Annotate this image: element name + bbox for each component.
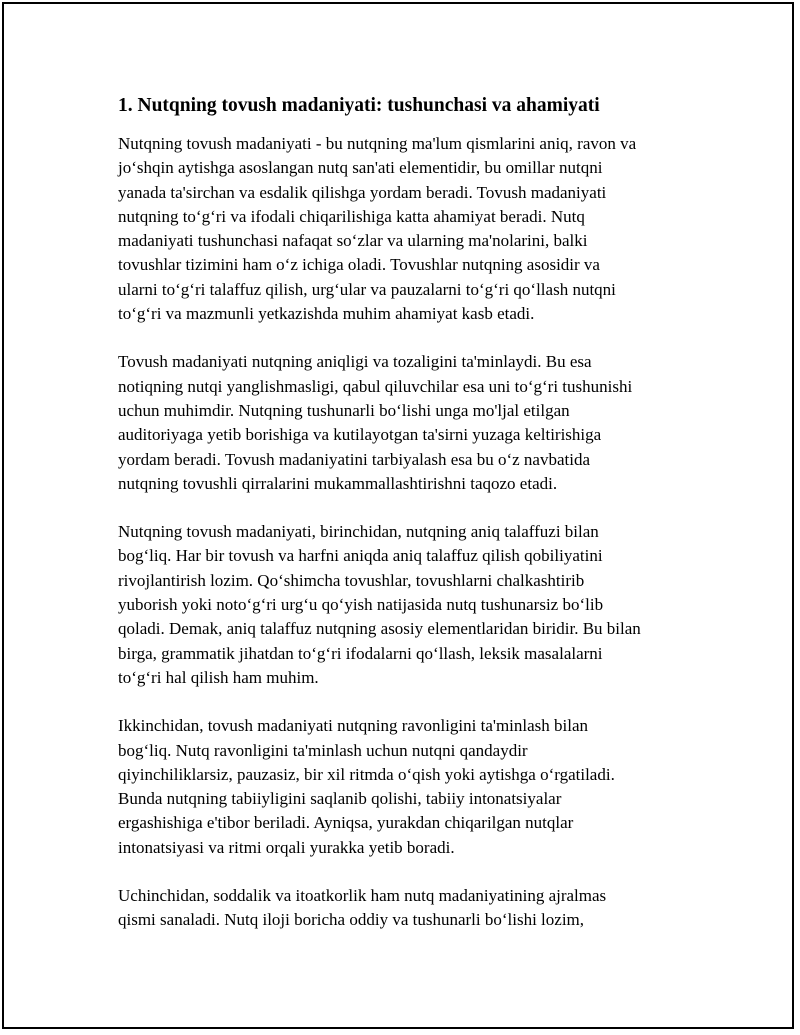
text-line: Ikkinchidan, tovush madaniyati nutqning ravonligini ta'minlash bilan (118, 716, 589, 736)
text-line: nutqning tovushli qirralarini mukammallashtirishni taqozo etadi. (118, 473, 558, 493)
text-line: birga, grammatik jihatdan to‘g‘ri ifodalarni qo‘llash, leksik masalalarni (118, 643, 603, 663)
text-line: Tovush madaniyati nutqning aniqligi va tozaligini ta'minlaydi. Bu esa (118, 352, 592, 372)
text-line: auditoriyaga yetib borishiga va kutilayotgan ta'sirni yuzaga keltirishiga (118, 425, 602, 445)
text-line: rivojlantirish lozim. Qo‘shimcha tovushlar, tovushlarni chalkashtirib (118, 570, 585, 590)
text-line: ularni to‘g‘ri talaffuz qilish, urg‘ular va pauzalarni to‘g‘ri qo‘llash nutqni (118, 279, 616, 299)
text-line: madaniyati tushunchasi nafaqat so‘zlar va ularning ma'nolarini, balki (118, 231, 588, 251)
paragraph-3 (118, 520, 688, 690)
document-body (118, 94, 688, 957)
text-line: yordam beradi. Tovush madaniyatini tarbiyalash esa bu o‘z navbatida (118, 449, 590, 469)
text-line: tovushlar tizimini ham o‘z ichiga oladi. Tovushlar nutqning asosidir va (118, 255, 600, 275)
text-line: qismi sanaladi. Nutq iloji boricha oddiy va tushunarli bo‘lishi lozim, (118, 910, 585, 930)
text-line: bog‘liq. Har bir tovush va harfni aniqda aniq talaffuz qilish qobiliyatini (118, 546, 603, 566)
paragraph-1 (118, 132, 688, 326)
text-line: Bunda nutqning tabiiyligini saqlanib qolishi, tabiiy intonatsiyalar (118, 789, 562, 809)
text-line: qoladi. Demak, aniq talaffuz nutqning asosiy elementlaridan biridir. Bu bilan (118, 619, 641, 639)
text-line: Nutqning tovush madaniyati, birinchidan, nutqning aniq talaffuzi bilan (118, 522, 599, 542)
text-line: jo‘shqin aytishga asoslangan nutq san'ati elementidir, bu omillar nutqni (118, 158, 603, 178)
text-line: bog‘liq. Nutq ravonligini ta'minlash uchun nutqni qandaydir (118, 740, 528, 760)
text-line: qiyinchiliklarsiz, pauzasiz, bir xil ritmda o‘qish yoki aytishga o‘rgatiladi. (118, 764, 615, 784)
text-line: intonatsiyasi va ritmi orqali yurakka yetib boradi. (118, 837, 455, 857)
paragraph-5 (118, 884, 688, 933)
text-line: nutqning to‘g‘ri va ifodali chiqarilishiga katta ahamiyat beradi. Nutq (118, 206, 585, 226)
text-line: uchun muhimdir. Nutqning tushunarli bo‘lishi unga mo'ljal etilgan (118, 400, 570, 420)
text-line: Uchinchidan, soddalik va itoatkorlik ham nutq madaniyatining ajralmas (118, 886, 607, 906)
paragraph-4 (118, 714, 688, 860)
text-line: yanada ta'sirchan va esdalik qilishga yordam beradi. Tovush madaniyati (118, 182, 607, 202)
section-heading: 1. Nutqning tovush madaniyati: tushunchasi va ahamiyati (118, 95, 600, 116)
text-line: to‘g‘ri va mazmunli yetkazishda muhim ahamiyat kasb etadi. (118, 304, 535, 324)
paragraph-2 (118, 350, 688, 496)
text-line: notiqning nutqi yanglishmasligi, qabul qiluvchilar esa uni to‘g‘ri tushunishi (118, 376, 633, 396)
text-line: ergashishiga e'tibor beriladi. Ayniqsa, yurakdan chiqarilgan nutqlar (118, 813, 574, 833)
text-line: to‘g‘ri hal qilish ham muhim. (118, 667, 319, 687)
text-line: yuborish yoki noto‘g‘ri urg‘u qo‘yish natijasida nutq tushunarsiz bo‘lib (118, 595, 604, 615)
text-line: Nutqning tovush madaniyati - bu nutqning ma'lum qismlarini aniq, ravon va (118, 134, 637, 153)
